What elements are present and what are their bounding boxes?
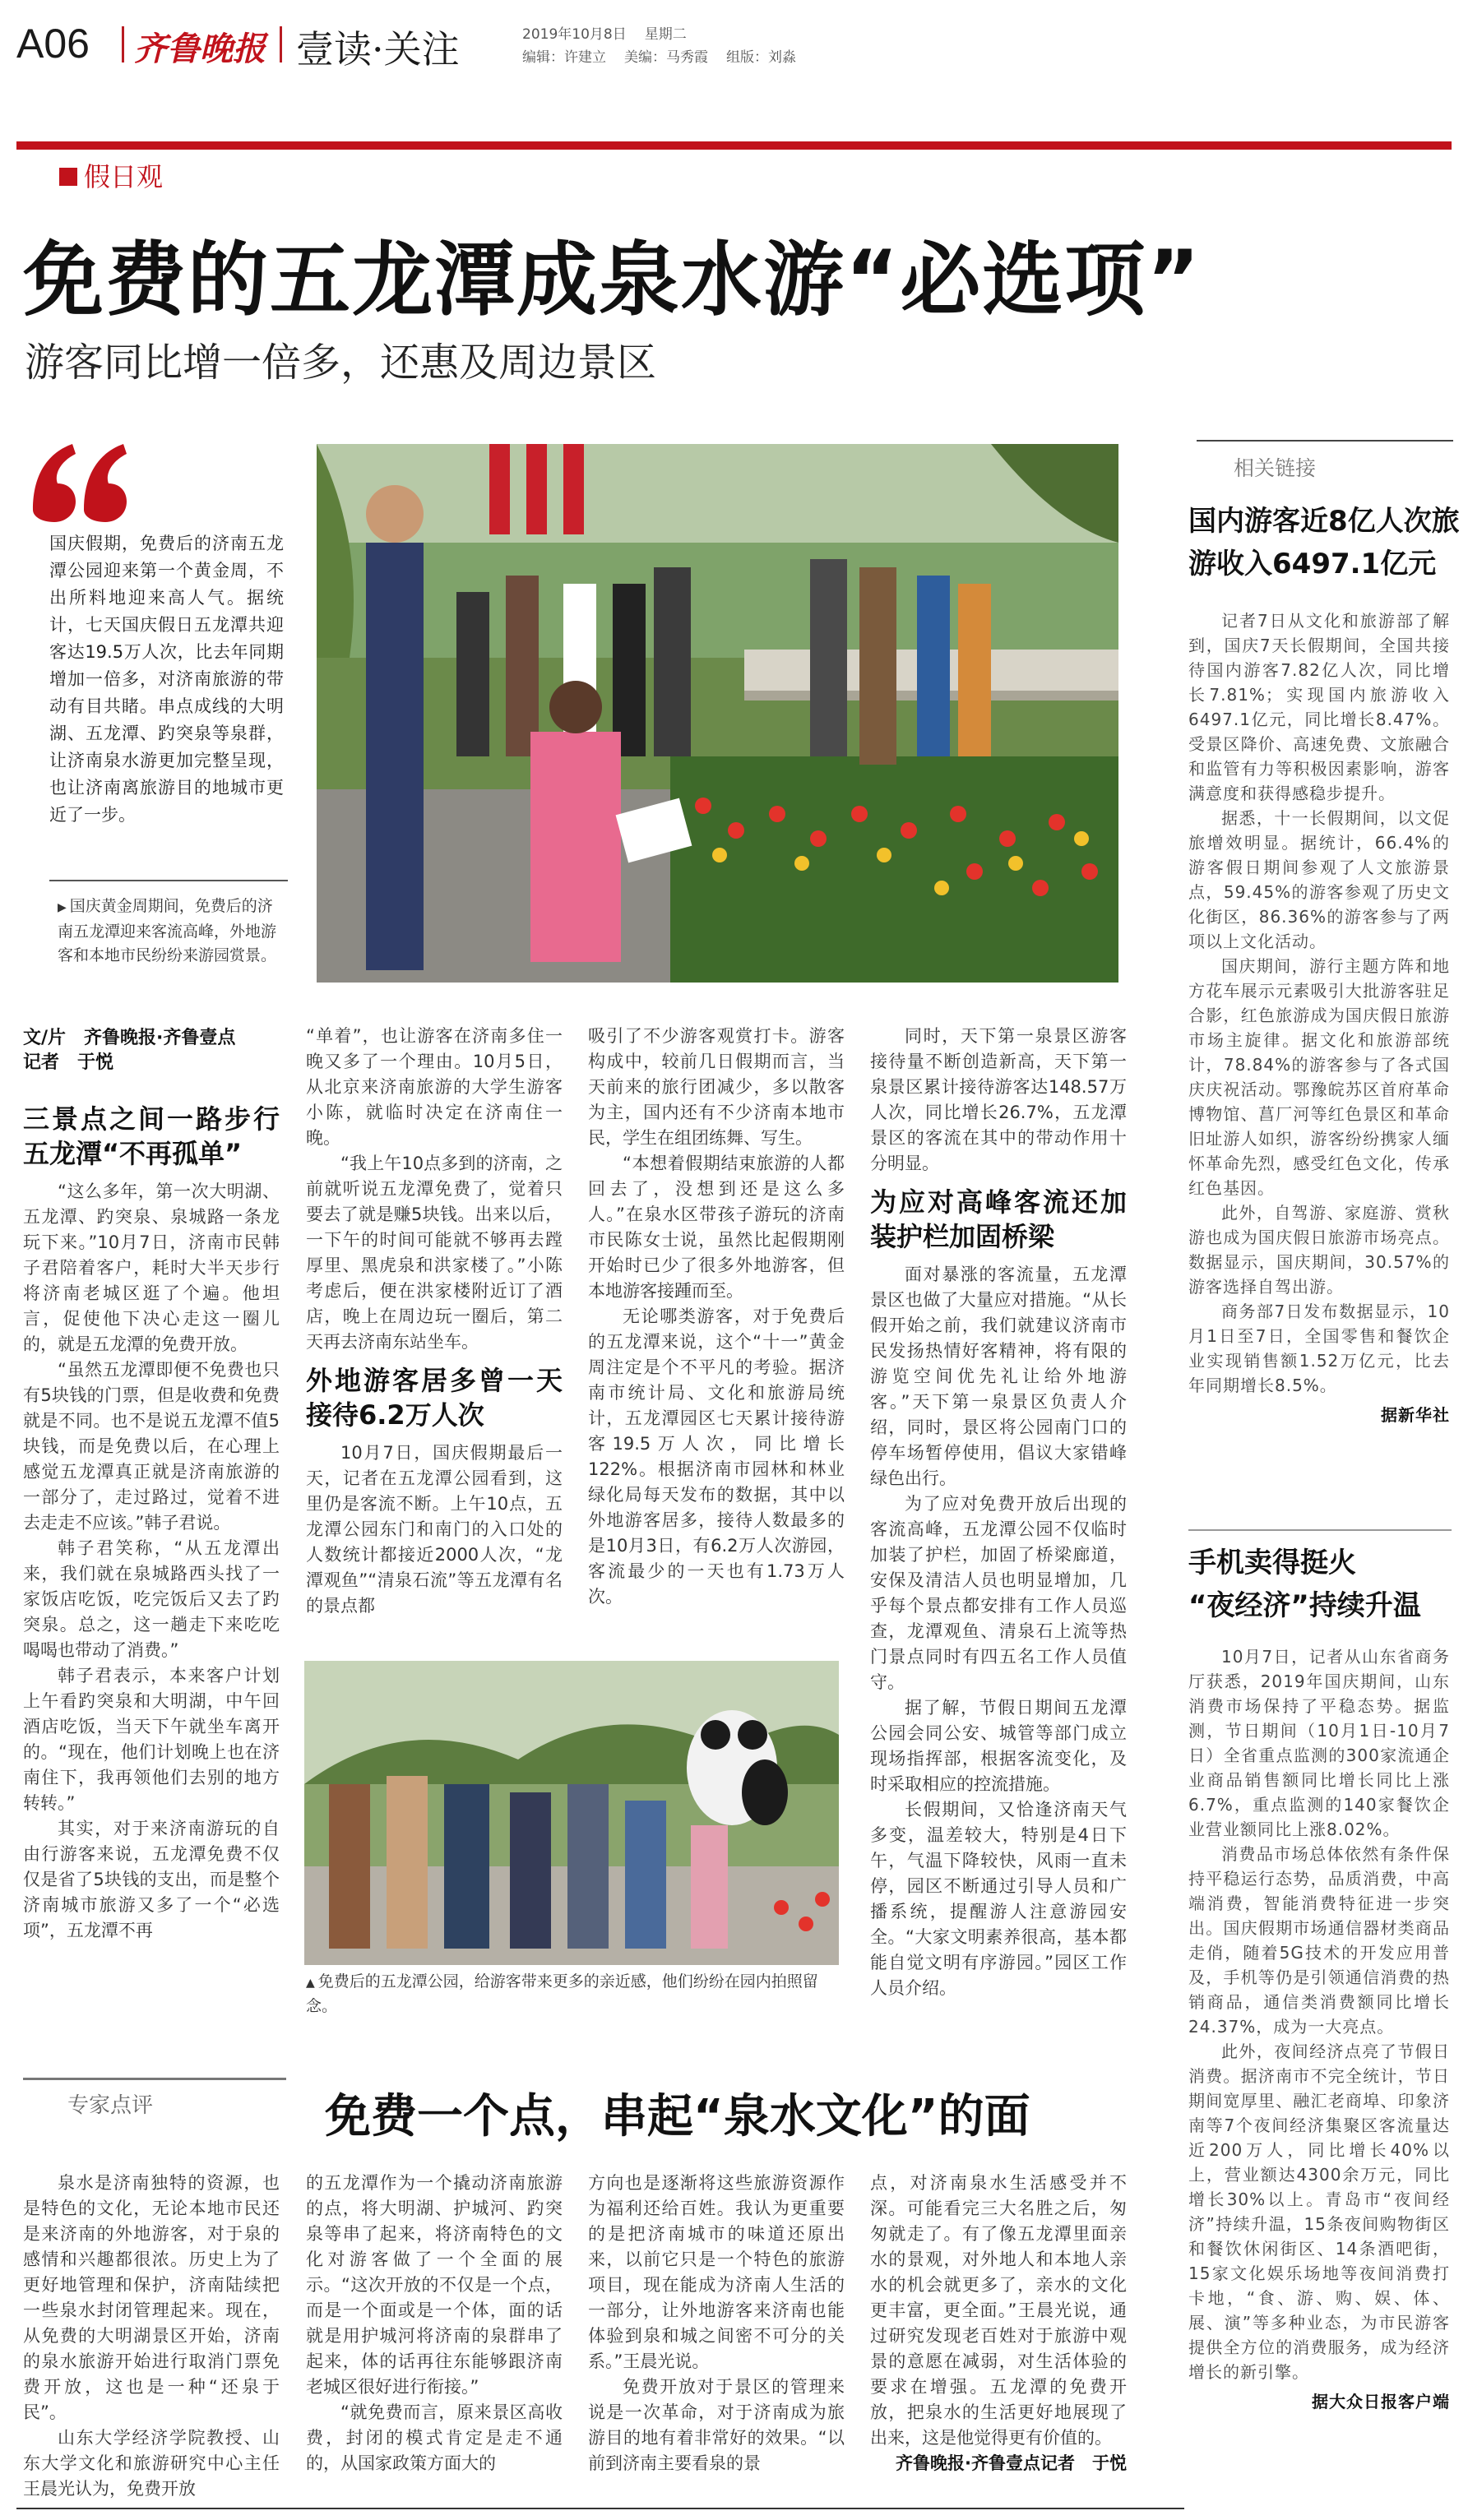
sidebar-divider (1188, 1529, 1452, 1531)
sidebar-story2-title-line1: 手机卖得挺火 (1188, 1547, 1356, 1579)
expert-label: 专家点评 (67, 2093, 154, 2118)
section-title: 壹读·关注 (296, 27, 460, 72)
column-tag: 假日观 (59, 156, 163, 194)
paragraph: “就免费而言，原来景区高收费，封闭的模式肯定是走不通的，从国家政策方面大的 (306, 2402, 563, 2473)
byline-text: 文/片 齐鲁晚报·齐鲁壹点 (23, 1028, 236, 1048)
paragraph: 韩子君表示，本来客户计划上午看趵突泉和大明湖，中午回酒店吃饭，当天下午就坐车离开的。“现在，他们计划晚上也在济南住下，我再领他们去别的地方转转。” (23, 1666, 280, 1813)
subheading-1: 三景点之间一路步行五龙潭“不再孤单” (23, 1103, 280, 1169)
proof-credit: 组版：刘淼 (726, 49, 796, 66)
sidebar-story2-title-line2: “夜经济”持续升温 (1188, 1589, 1421, 1622)
paragraph: 记者7日从文化和旅游部了解到，国庆7天长假期间，全国共接待国内游客7.82亿人次，同比增长7.81%；实现国内旅游收入6497.1亿元，同比增长8.47%。受景区降价、高速免费、文旅融合和监管有力等积极因素影响，游客满意度和获得感稳步提升。 (1188, 611, 1450, 803)
bottom-rule (16, 2508, 1184, 2509)
subheadline: 游客同比增一倍多，还惠及周边景区 (25, 340, 657, 386)
expert-title: 免费一个点，串起“泉水文化”的面 (325, 2090, 1030, 2143)
paragraph: 为了应对免费开放后出现的客流高峰，五龙潭公园不仅临时加装了护栏，加固了桥梁廊道，安保及清洁人员也明显增加，几乎每个景点都安排有工作人员巡查，龙潭观鱼、清泉石上流等热门景点同时有四五名工作人员值守。 (870, 1494, 1127, 1692)
expert-byline: 齐鲁晚报·齐鲁壹点记者 于悦 (896, 2453, 1127, 2473)
paragraph: 消费品市场总体依然有条件保持平稳运行态势，品质消费，中高端消费，智能消费特征进一步突出。国庆假期市场通信器材类商品走俏，随着5G技术的开发应用普及，手机等仍是引领通信消费的热销商品，通信类消费额同比增长24.37%，成为一大亮点。 (1188, 1844, 1450, 2037)
issue-date: 2019年10月8日 (522, 26, 627, 43)
paragraph: 山东大学经济学院教授、山东大学文化和旅游研究中心主任王晨光认为，免费开放 (23, 2428, 280, 2499)
masthead-divider (122, 26, 124, 62)
subheading-2: 外地游客居多曾一天接待6.2万人次 (306, 1365, 563, 1431)
paragraph: 免费开放对于景区的管理来说是一次革命，对于济南成为旅游目的地有着非常好的效果。“以前到济南主要看泉的景 (588, 2377, 845, 2473)
paragraph: 10月7日，国庆假期最后一天，记者在五龙潭公园看到，这里仍是客流不断。上午10点，五龙潭公园东门和南门的入口处的人数统计都接近2000人次，“龙潭观鱼”“清泉石流”等五龙潭有名的景点都 (306, 1443, 563, 1616)
paragraph: “我上午10点多到的济南，之前就听说五龙潭免费了，觉着只要去了就是赚5块钱。出来以后，一下午的时间可能就不够再去蹚厚里、黑虎泉和洪家楼了。”小陈考虑后，便在洪家楼附近订了酒店，晚上在周边玩一圈后，第二天再去济南东站坐车。 (306, 1154, 563, 1352)
photo2-caption: ▲ 免费后的五龙潭公园，给游客带来更多的亲近感，他们纷纷在园内拍照留念。 (306, 1970, 841, 2018)
editor-credit: 编辑：许建立 (522, 49, 606, 66)
paragraph: 国庆期间，游行主题方阵和地方花车展示元素吸引大批游客驻足合影，红色旅游成为国庆假日旅游市场主旋律。据文化和旅游部统计，78.84%的游客参与了各式国庆庆祝活动。鄂豫皖苏区首府革命博物馆、菖厂河等红色景区和革命旧址游人如织，游客纷纷携家人缅怀革命先烈，感受红色文化，传承红色基因。 (1188, 956, 1450, 1198)
lead-divider (49, 880, 288, 881)
paragraph: “这么多年，第一次大明湖、五龙潭、趵突泉、泉城路一条龙玩下来。”10月7日，济南市民韩子君陪着客户，耗时大半天步行将济南老城区逛了个遍。他坦言，促使他下决心走这一圈儿的，就是五龙潭的免费开放。 (23, 1181, 280, 1354)
sidebar-story1-source: 据新华社 (1381, 1405, 1450, 1425)
sidebar-story2-body (1188, 1644, 1450, 2414)
subheading-3: 为应对高峰客流还加装护栏加固桥梁 (870, 1186, 1127, 1252)
article-column-2 (306, 1024, 563, 1619)
sidebar-story1-title: 国内游客近8亿人次旅游收入6497.1亿元 (1188, 505, 1460, 580)
expert-column-2 (306, 2171, 563, 2476)
article-column-3 (588, 1024, 845, 1610)
paragraph: 此外，夜间经济点亮了节假日消费。据济南市不完全统计，节日期间宽厚里、融汇老商埠、印象济南等7个夜间经济集聚区客流量达近200万人，同比增长40%以上，营业额达4300余万元，同比增长30%以上。青岛市“夜间经济”持续升温，15条夜间购物街区和餐饮休闲街区、14条酒吧街，15家文化娱乐场地等夜间消费打卡地，“食、游、购、娱、体、展、演”等多种业态，为市民游客提供全方位的消费服务，成为经济增长的新引擎。 (1188, 2041, 1450, 2382)
paragraph: 据悉，十一长假期间，以文促旅增效明显。据统计，66.4%的游客假日期间参观了人文旅游景点，59.45%的游客参观了历史文化街区，86.36%的游客参与了两项以上文化活动。 (1188, 808, 1450, 951)
paragraph: 方向也是逐渐将这些旅游资源作为福利还给百姓。我认为更重要的是把济南城市的味道还原出来，以前它只是一个特色的旅游项目，现在能成为济南人生活的一部分，让外地游客来济南也能体验到泉和城之间密不可分的关系。”王晨光说。 (588, 2173, 845, 2371)
masthead (16, 15, 1452, 72)
paragraph: 无论哪类游客，对于免费后的五龙潭来说，这个“十一”黄金周注定是个不平凡的考验。据济南市统计局、文化和旅游局统计，五龙潭园区七天累计接待游客19.5万人次，同比增长122%。根据济南市园林和林业绿化局每天发布的数据，其中以外地游客居多，接待人数最多的是10月3日，有6.2万人次游园，客流最少的一天也有1.73万人次。 (588, 1306, 845, 1607)
paragraph: 同时，天下第一泉景区游客接待量不断创造新高，天下第一泉景区累计接待游客达148.57万人次，同比增长26.7%，五龙潭景区的客流在其中的带动作用十分明显。 (870, 1026, 1127, 1173)
paragraph: 10月7日，记者从山东省商务厅获悉，2019年国庆期间，山东消费市场保持了平稳态势。据监测，节日期间（10月1日-10月7日）全省重点监测的300家流通企业商品销售额同比增长同比上涨6.7%，重点监测的140家餐饮企业营业额同比上涨8.02%。 (1188, 1647, 1450, 1839)
masthead-divider (280, 26, 282, 62)
byline (23, 1026, 235, 1075)
paragraph: 吸引了不少游客观赏打卡。游客构成中，较前几日假期而言，当天前来的旅行团减少，多以散客为主，国内还有不少济南本地市民，学生在组团练舞、写生。 (588, 1026, 845, 1148)
article-column-1 (23, 1094, 280, 1944)
expert-label-rule (23, 2078, 286, 2106)
paragraph: 泉水是济南独特的资源，也是特色的文化，无论本地市民还是来济南的外地游客，对于泉的感情和兴趣都很浓。历史上为了更好地管理和保护，济南陆续把一些泉水封闭管理起来。现在，从免费的大明湖景区开始，济南的泉水旅游开始进行取消门票免费开放，这也是一种“还泉于民”。 (23, 2173, 280, 2422)
quote-mark-icon (25, 436, 132, 526)
sidebar-story2-title (1188, 1542, 1460, 1627)
designer-credit: 美编：马秀霞 (624, 49, 708, 66)
article-column-4 (870, 1024, 1127, 2001)
paragraph: 面对暴涨的客流量，五龙潭景区也做了大量应对措施。“从长假开始之前，我们就建议济南市民发扬热情好客精神，将有限的游览空间优先礼让给外地游客。”天下第一泉景区负责人介绍，同时，景区将公园南门口的停车场暂停使用，倡议大家错峰绿色出行。 (870, 1265, 1127, 1488)
masthead-meta (522, 23, 814, 69)
expert-column-3 (588, 2171, 845, 2476)
paragraph: “本想着假期结束旅游的人都回去了，没想到还是这么多人。”在泉水区带孩子游玩的济南市民陈女士说，虽然比起假期刚开始时已少了很多外地游客，但本地游客接踵而至。 (588, 1154, 845, 1301)
byline-reporter: 记者 于悦 (23, 1052, 114, 1073)
expert-column-4 (870, 2171, 1127, 2476)
paragraph: 的五龙潭作为一个撬动济南旅游的点，将大明湖、护城河、趵突泉等串了起来，将济南特色的文化对游客做了一个全面的展示。“这次开放的不仅是一个点，而是一个面或是一个体，面的话就是用护城河将济南的泉群串了起来，体的话再往东能够跟济南老城区很好进行衔接。” (306, 2173, 563, 2397)
paragraph: “单着”，也让游客在济南多住一晚又多了一个理由。10月5日，从北京来济南旅游的大学生游客小陈，就临时决定在济南住一晚。 (306, 1026, 563, 1148)
issue-weekday: 星期二 (644, 26, 687, 43)
photo1-caption: ▶ 国庆黄金周期间，免费后的济南五龙潭迎来客流高峰，外地游客和本地市民纷纷来游园赏景。 (58, 895, 286, 968)
paragraph: 据了解，节假日期间五龙潭公园会同公安、城管等部门成立现场指挥部，根据客流变化，及时采取相应的控流措施。 (870, 1698, 1127, 1794)
paper-name: 齐鲁晚报 (134, 30, 266, 68)
photo-park-crowd (317, 444, 1118, 983)
paragraph: 长假期间，又恰逢济南天气多变，温差较大，特别是4日下午，气温下降较快，风雨一直未停，园区不断通过引导人员和广播系统，提醒游人注意游园安全。“大家文明素养很高，基本都能自觉文明有序游园。”园区工作人员介绍。 (870, 1800, 1127, 1998)
top-red-bar (16, 141, 1452, 150)
paragraph: 商务部7日发布数据显示，10月1日至7日，全国零售和餐饮企业实现销售额1.52万亿元，比去年同期增长8.5%。 (1188, 1302, 1450, 1395)
headline: 免费的五龙潭成泉水游“必选项” (23, 234, 1202, 327)
sidebar-story1-body (1188, 608, 1450, 1427)
photo-panda-statue (304, 1661, 839, 1965)
sidebar-label: 相关链接 (1234, 456, 1317, 480)
lead-paragraph: 国庆假期，免费后的济南五龙潭公园迎来第一个黄金周，不出所料地迎来高人气。据统计，七天国庆假日五龙潭共迎客达19.5万人次，比去年同期增加一倍多，对济南旅游的带动有目共睹。串点成线的大明湖、五龙潭、趵突泉等泉群，让济南泉水游更加完整呈现，也让济南离旅游目的地城市更近了一步。 (49, 534, 284, 825)
expert-column-1 (23, 2171, 280, 2502)
paragraph: 韩子君笑称，“从五龙潭出来，我们就在泉城路西头找了一家饭店吃饭，吃完饭后又去了趵突泉。总之，这一趟走下来吃吃喝喝也带动了消费。” (23, 1538, 280, 1660)
sidebar-story2-source: 据大众日报客户端 (1312, 2392, 1450, 2411)
paragraph: 其实，对于来济南游玩的自由行游客来说，五龙潭免费不仅仅是省了5块钱的支出，而是整个济南城市旅游又多了一个“必选项”，五龙潭不再 (23, 1819, 280, 1940)
sidebar-top-rule (1197, 440, 1453, 442)
paragraph: 此外，自驾游、家庭游、赏秋游也成为国庆假日旅游市场亮点。数据显示，国庆期间，30.57%的游客选择自驾出游。 (1188, 1203, 1450, 1297)
paragraph: 点，对济南泉水生活感受并不深。可能看完三大名胜之后，匆匆就走了。有了像五龙潭里面亲水的景观，对外地人和本地人亲水的机会就更多了，亲水的文化更丰富，更全面。”王晨光说，通过研究发现老百姓对于旅游中观景的意愿在减弱，对生活体验的要求在增强。五龙潭的免费开放，把泉水的生活更好地展现了出来，这是他觉得更有价值的。 (870, 2173, 1127, 2448)
page-number: A06 (16, 21, 90, 67)
paragraph: “虽然五龙潭即便不免费也只有5块钱的门票，但是收费和免费就是不同。也不是说五龙潭不值5块钱，而是免费以后，在心理上感觉五龙潭真正就是济南旅游的一部分了，走过路过，觉着不进去走走不应该。”韩子君说。 (23, 1360, 280, 1533)
